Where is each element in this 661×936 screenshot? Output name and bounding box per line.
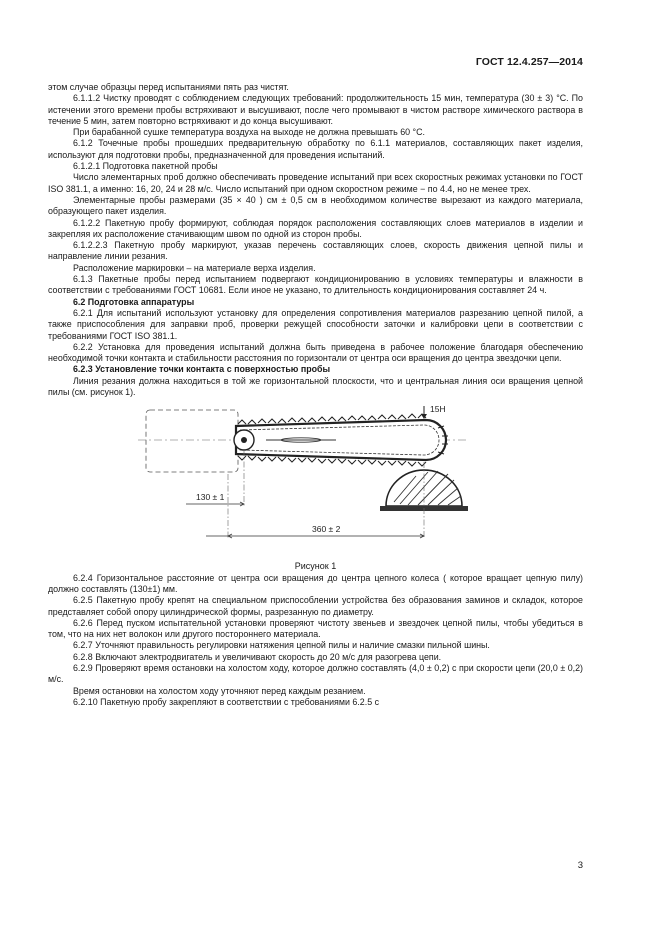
paragraph: 6.2.6 Перед пуском испытательной установки проверяют чистоту звеньев и звездочек цепной пилы, чтобы убедиться в том, что на них нет волокон или другого постороннего материала. bbox=[48, 617, 583, 640]
paragraph: 6.2.3 Установление точки контакта с поверхностью пробы bbox=[73, 364, 331, 375]
figure-1 bbox=[48, 404, 583, 559]
document-body bbox=[48, 82, 583, 708]
paragraph: 6.2.2 Установка для проведения испытаний должна быть приведена в рабочее положение благодаря обеспечению необходимой точки контакта и стабильности расстояния по горизонтали от центра оси вращения до центра звездочки цепи. bbox=[48, 341, 583, 364]
paragraph: 6.2.7 Уточняют правильность регулировки натяжения цепной пилы и наличие смазки пильной шины. bbox=[73, 640, 490, 651]
document-header: ГОСТ 12.4.257—2014 bbox=[475, 56, 583, 68]
paragraph: 6.2.1 Для испытаний используют установку для определения сопротивления материалов разрезанию цепной пилой, а также приспособления для заправки проб, проверки режущей способности заточки и калибровки цепи в соответствии с требованиями ГОСТ ISO 381.1. bbox=[48, 307, 583, 341]
paragraph: 6.1.2.1 Подготовка пакетной пробы bbox=[73, 161, 218, 172]
figure-caption: Рисунок 1 bbox=[294, 561, 337, 572]
force-arrow bbox=[421, 406, 427, 419]
sprocket-wheel bbox=[234, 430, 254, 450]
page-number: 3 bbox=[577, 860, 583, 871]
dimension-long-label: 360 ± 2 bbox=[312, 524, 341, 535]
paragraph: 6.1.2 Точечные пробы прошедших предварительную обработку по 6.1.1 материалов, составляющих пакет изделия, используют для подготовки пробы, предназначенной для проведения испытаний. bbox=[48, 138, 583, 160]
paragraph: 6.2.8 Включают электродвигатель и увеличивают скорость до 20 м/с для разогрева цепи. bbox=[73, 651, 442, 662]
force-label: 15Н bbox=[430, 404, 446, 415]
paragraph: Число элементарных проб должно обеспечивать проведение испытаний при всех скоростных режимах установки по ГОСТ ISO 381.1, а именно: 16, 20, 24 и 28 м/с. Число испытаний при одном скоростном режиме − по 4.4, но не менее трех. bbox=[48, 172, 583, 194]
paragraph: 6.1.2.2 Пакетную пробу формируют, соблюдая порядок расположения составляющих слоев материалов в изделии и закрепляя их расположение стачивающим швом по одной из сторон пробы. bbox=[48, 217, 583, 239]
paragraph: 6.2.4 Горизонтальное расстояние от центра оси вращения до центра цепного колеса ( которое вращает цепную пилу) должно составлять (130±1) мм. bbox=[48, 572, 583, 594]
paragraphs-before-figure bbox=[48, 82, 583, 398]
paragraph: 6.1.1.2 Чистку проводят с соблюдением следующих требований: продолжительность 15 мин, температура (30 ± 3) °С. По истечении этого времени пробы встряхивают и высушивают, после чего промывают в чистом растворе химического раствора в течение 5 мин, затем повторно встряхивают и до конца высушивают. bbox=[48, 93, 583, 126]
paragraph: Расположение маркировки – на материале верха изделия. bbox=[73, 262, 316, 273]
paragraph: 6.2.10 Пакетную пробу закрепляют в соответствии с требованиями 6.2.5 с bbox=[73, 696, 380, 707]
dimension-short-label: 130 ± 1 bbox=[196, 492, 225, 503]
paragraph: Время остановки на холостом ходу уточняют перед каждым резанием. bbox=[73, 685, 366, 696]
paragraph: 6.2.9 Проверяют время остановки на холостом ходу, которое должно составлять (4,0 ± 0,2) с при скорости цепи (20,0 ± 0,2) м/с. bbox=[48, 662, 583, 685]
paragraph: Элементарные пробы размерами (35 × 40 ) см ± 0,5 см в необходимом количестве вырезают из каждого материала, образующего пакет изделия. bbox=[48, 194, 583, 217]
chain-bar bbox=[236, 420, 446, 460]
chainsaw-diagram bbox=[136, 404, 496, 554]
saw-housing-outline bbox=[146, 410, 238, 472]
paragraph: 6.1.3 Пакетные пробы перед испытанием подвергают кондиционированию в условиях температуры и влажности в соответствии с требованиями ГОСТ 10681. Если иное не указано, то длительность кондиционирования составляет 24 ч. bbox=[48, 274, 583, 296]
paragraph: Линия резания должна находиться в той же горизонтальной плоскости, что и центральная линия оси вращения цепной пилы (см. рисунок 1). bbox=[48, 375, 583, 398]
paragraph: этом случае образцы перед испытаниями пять раз чистят. bbox=[48, 82, 289, 92]
paragraph: 6.1.2.2.3 Пакетную пробу маркируют, указав перечень составляющих слоев, скорость движения цепной пилы и направление линии резания. bbox=[48, 240, 583, 262]
paragraph: 6.2.5 Пакетную пробу крепят на специальном приспособлении устройства без образования заминов и складок, которое представляет собой опору цилиндрической формы, разрезанную по диаметру. bbox=[48, 595, 583, 617]
paragraph: 6.2 Подготовка аппаратуры bbox=[73, 296, 195, 307]
paragraphs-after-figure bbox=[48, 573, 583, 709]
paragraph: При барабанной сушке температура воздуха на выходе не должна превышать 60 °С. bbox=[73, 127, 425, 138]
